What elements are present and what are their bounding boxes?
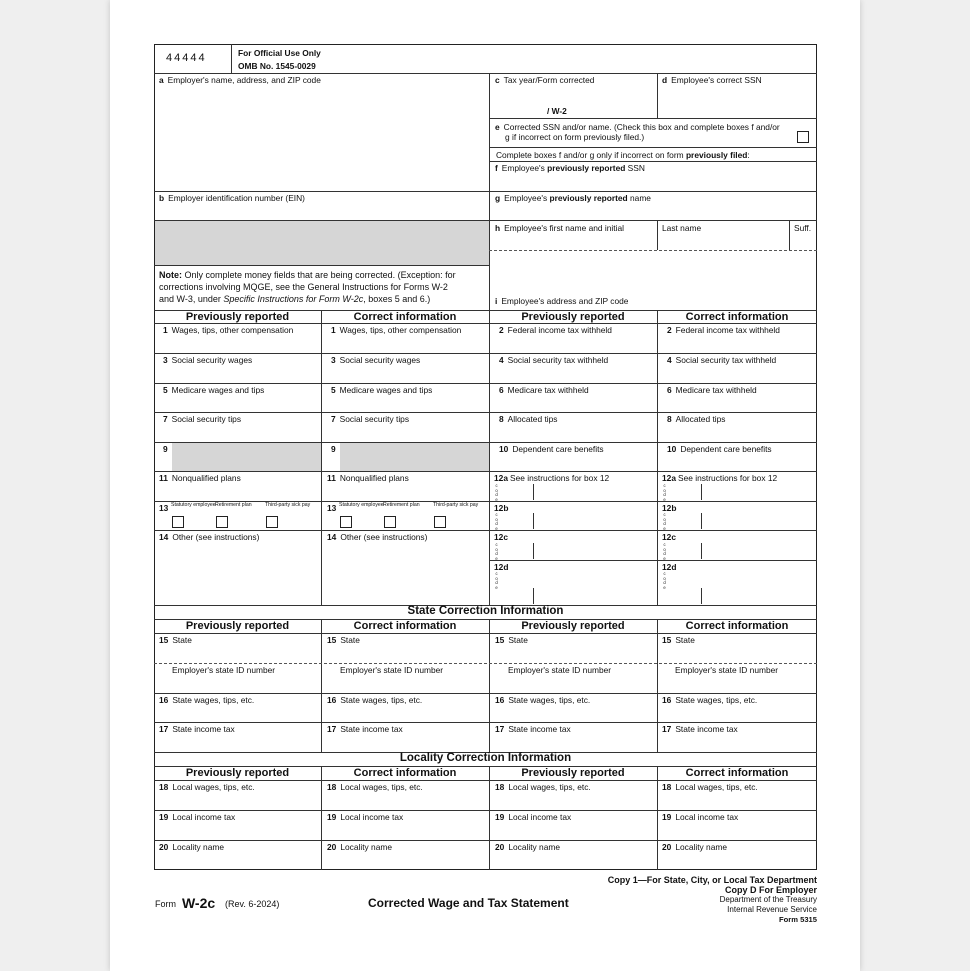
code-divider <box>701 513 702 529</box>
footer-form-word: Form <box>155 899 176 909</box>
box-7-label: 7 Social security tips <box>331 414 410 424</box>
box-e-label: e Corrected SSN and/or name. (Check this box and complete boxes f and/or <box>495 122 780 132</box>
statutory-employee-checkbox[interactable] <box>172 516 184 528</box>
box-a-label: a Employer's name, address, and ZIP code <box>159 75 321 85</box>
box-2-label: 2 Federal income tax withheld <box>499 325 612 335</box>
code-label: c o d e <box>495 571 498 590</box>
note-line-3: and W-3, under Specific Instructions for Form W-2c, boxes 5 and 6.) <box>159 294 431 304</box>
copy-1-label: Copy 1—For State, City, or Local Tax Department <box>607 875 817 885</box>
third-party-sick-pay-checkbox[interactable] <box>434 516 446 528</box>
box-20-label: 20 Locality name <box>495 842 561 852</box>
state-section-title: State Correction Information <box>407 605 564 617</box>
box-e-label-2: g if incorrect on form previously filed.) <box>505 132 645 142</box>
box-15-label: 15 State <box>495 635 528 645</box>
divider <box>154 412 817 413</box>
box-15-label: 15 State <box>327 635 360 645</box>
box-12d-label: 12d <box>494 562 509 572</box>
box-1-label: 1 Wages, tips, other compensation <box>331 325 462 335</box>
divider <box>657 73 658 118</box>
box-f-label: f Employee's previously reported SSN <box>495 163 645 173</box>
divider <box>154 471 817 472</box>
box-20-label: 20 Locality name <box>662 842 728 852</box>
box-1-label: 1 Wages, tips, other compensation <box>163 325 294 335</box>
box-17-label: 17 State income tax <box>327 724 403 734</box>
previously-reported-header: Previously reported <box>521 311 625 323</box>
state-id-label: Employer's state ID number <box>675 665 779 675</box>
box-19-label: 19 Local income tax <box>327 812 404 822</box>
note-line-2: corrections involving MQGE, see the General Instructions for Forms W-2 <box>159 282 448 292</box>
shaded-area <box>155 221 489 265</box>
retirement-plan-checkbox[interactable] <box>216 516 228 528</box>
box-b-label: b Employer identification number (EIN) <box>159 193 305 203</box>
box-17-label: 17 State income tax <box>662 724 738 734</box>
last-name-label: Last name <box>662 223 702 233</box>
box-c-value: / W-2 <box>547 106 567 116</box>
retirement-label: Retirement plan <box>383 502 420 508</box>
box-5-label: 5 Medicare wages and tips <box>163 385 265 395</box>
box-3-label: 3 Social security wages <box>331 355 421 365</box>
box-10-label: 10 Dependent care benefits <box>499 444 604 454</box>
third-party-sick-pay-checkbox[interactable] <box>266 516 278 528</box>
omb-number: OMB No. 1545-0029 <box>238 61 316 71</box>
box-9-label: 9 <box>331 444 336 454</box>
box-12c-label: 12c <box>494 532 508 542</box>
divider <box>231 44 232 74</box>
box-12a-label: 12a See instructions for box 12 <box>494 473 610 483</box>
box-12b-label: 12b <box>662 503 677 513</box>
code-divider <box>533 588 534 604</box>
box-12b-label: 12b <box>494 503 509 513</box>
suffix-label: Suff. <box>794 223 812 233</box>
box-3-label: 3 Social security wages <box>163 355 253 365</box>
box-9-label: 9 <box>163 444 168 454</box>
statutory-employee-checkbox[interactable] <box>340 516 352 528</box>
divider <box>489 161 817 162</box>
footer-revision: (Rev. 6-2024) <box>225 899 280 909</box>
box-18-label: 18 Local wages, tips, etc. <box>495 782 591 792</box>
box-14-label: 14 Other (see instructions) <box>327 532 428 542</box>
code-label: c o d e <box>663 542 666 561</box>
previously-reported-header: Previously reported <box>521 620 625 632</box>
box-19-label: 19 Local income tax <box>495 812 572 822</box>
code-divider <box>701 543 702 559</box>
official-use-label: For Official Use Only <box>238 48 321 58</box>
column-divider <box>657 619 658 752</box>
code-label: c o d e <box>495 512 498 531</box>
divider <box>154 693 817 694</box>
complete-boxes-note: Complete boxes f and/or g only if incorrect on form previously filed: <box>496 150 750 160</box>
code-divider <box>533 484 534 500</box>
box-4-label: 4 Social security tax withheld <box>667 355 777 365</box>
box-17-label: 17 State income tax <box>159 724 235 734</box>
divider <box>154 780 817 781</box>
divider <box>154 810 817 811</box>
code-label: c o d e <box>663 571 666 590</box>
column-divider <box>657 766 658 870</box>
box-13-label: 13 <box>159 503 169 513</box>
box-8-label: 8 Allocated tips <box>667 414 726 424</box>
divider <box>154 501 817 502</box>
footer-form-name: W-2c <box>182 895 216 911</box>
retirement-label: Retirement plan <box>215 502 252 508</box>
irs-label: Internal Revenue Service <box>727 905 817 914</box>
divider <box>657 220 658 250</box>
divider <box>154 840 817 841</box>
locality-section-title: Locality Correction Information <box>399 752 572 764</box>
retirement-plan-checkbox[interactable] <box>384 516 396 528</box>
box-18-label: 18 Local wages, tips, etc. <box>159 782 255 792</box>
box-18-label: 18 Local wages, tips, etc. <box>662 782 758 792</box>
previously-reported-header: Previously reported <box>185 620 290 632</box>
box-4-label: 4 Social security tax withheld <box>499 355 609 365</box>
box-16-label: 16 State wages, tips, etc. <box>495 695 591 705</box>
correct-information-header: Correct information <box>685 620 789 632</box>
dashed-divider <box>154 663 817 664</box>
divider <box>154 353 817 354</box>
box-13-label: 13 <box>327 503 337 513</box>
form-code: 44444 <box>166 52 207 64</box>
third-party-label: Third-party sick pay <box>433 502 479 508</box>
dashed-divider <box>489 250 817 251</box>
box-15-label: 15 State <box>662 635 695 645</box>
box-c-label: c Tax year/Form corrected <box>495 75 595 85</box>
box-6-label: 6 Medicare tax withheld <box>667 385 757 395</box>
code-divider <box>701 484 702 500</box>
form-number-label: Form 5315 <box>779 915 817 924</box>
column-divider <box>321 766 322 870</box>
code-divider <box>701 588 702 604</box>
column-divider <box>489 766 490 870</box>
box-h-label: h Employee's first name and initial <box>495 223 624 233</box>
divider <box>154 323 817 324</box>
footer-title: Corrected Wage and Tax Statement <box>368 896 569 910</box>
previously-reported-header: Previously reported <box>185 767 290 779</box>
box-12c-label: 12c <box>662 532 676 542</box>
box-9-shade <box>340 443 489 471</box>
box-12d-label: 12d <box>662 562 677 572</box>
correct-information-header: Correct information <box>353 767 457 779</box>
box-19-label: 19 Local income tax <box>159 812 236 822</box>
statutory-label: Statutory employee <box>339 502 384 508</box>
box-10-label: 10 Dependent care benefits <box>667 444 772 454</box>
divider <box>789 220 790 250</box>
note-line-1: Note: Only complete money fields that are being corrected. (Exception: for <box>159 270 456 280</box>
divider <box>154 530 817 531</box>
correct-information-header: Correct information <box>685 767 789 779</box>
box-20-label: 20 Locality name <box>327 842 393 852</box>
box-g-label: g Employee's previously reported name <box>495 193 651 203</box>
divider <box>154 722 817 723</box>
box-15-label: 15 State <box>159 635 192 645</box>
column-divider <box>489 619 490 752</box>
correct-information-header: Correct information <box>353 620 457 632</box>
box-11-label: 11 Nonqualified plans <box>159 473 241 483</box>
box-7-label: 7 Social security tips <box>163 414 242 424</box>
state-id-label: Employer's state ID number <box>340 665 444 675</box>
box-16-label: 16 State wages, tips, etc. <box>662 695 758 705</box>
correct-information-header: Correct information <box>353 311 457 323</box>
correct-information-header: Correct information <box>685 311 789 323</box>
column-divider <box>321 310 322 605</box>
statutory-label: Statutory employee <box>171 502 216 508</box>
box-18-label: 18 Local wages, tips, etc. <box>327 782 423 792</box>
box-i-label: i Employee's address and ZIP code <box>495 296 629 306</box>
divider <box>489 147 817 148</box>
box-17-label: 17 State income tax <box>495 724 571 734</box>
box-5-label: 5 Medicare wages and tips <box>331 385 433 395</box>
divider <box>489 560 817 561</box>
box-6-label: 6 Medicare tax withheld <box>499 385 589 395</box>
divider <box>154 265 489 266</box>
code-label: c o d e <box>663 483 666 502</box>
code-divider <box>533 543 534 559</box>
divider <box>154 191 817 192</box>
box-16-label: 16 State wages, tips, etc. <box>327 695 423 705</box>
divider <box>154 633 817 634</box>
box-11-label: 11 Nonqualified plans <box>327 473 409 483</box>
third-party-label: Third-party sick pay <box>265 502 311 508</box>
code-label: c o d e <box>495 483 498 502</box>
divider <box>154 73 817 74</box>
column-divider <box>321 619 322 752</box>
box-20-label: 20 Locality name <box>159 842 225 852</box>
copy-d-label: Copy D For Employer <box>724 885 817 895</box>
divider <box>154 383 817 384</box>
state-id-label: Employer's state ID number <box>172 665 276 675</box>
corrected-ssn-checkbox[interactable] <box>797 131 809 143</box>
state-id-label: Employer's state ID number <box>508 665 612 675</box>
divider <box>489 118 817 119</box>
code-label: c o d e <box>663 512 666 531</box>
box-16-label: 16 State wages, tips, etc. <box>159 695 255 705</box>
code-divider <box>533 513 534 529</box>
previously-reported-header: Previously reported <box>185 311 290 323</box>
box-2-label: 2 Federal income tax withheld <box>667 325 780 335</box>
treasury-label: Department of the Treasury <box>719 895 817 904</box>
box-14-label: 14 Other (see instructions) <box>159 532 260 542</box>
box-19-label: 19 Local income tax <box>662 812 739 822</box>
box-d-label: d Employee's correct SSN <box>662 75 762 85</box>
code-label: c o d e <box>495 542 498 561</box>
box-8-label: 8 Allocated tips <box>499 414 558 424</box>
box-9-shade <box>172 443 321 471</box>
box-12a-label: 12a See instructions for box 12 <box>662 473 778 483</box>
previously-reported-header: Previously reported <box>521 767 625 779</box>
